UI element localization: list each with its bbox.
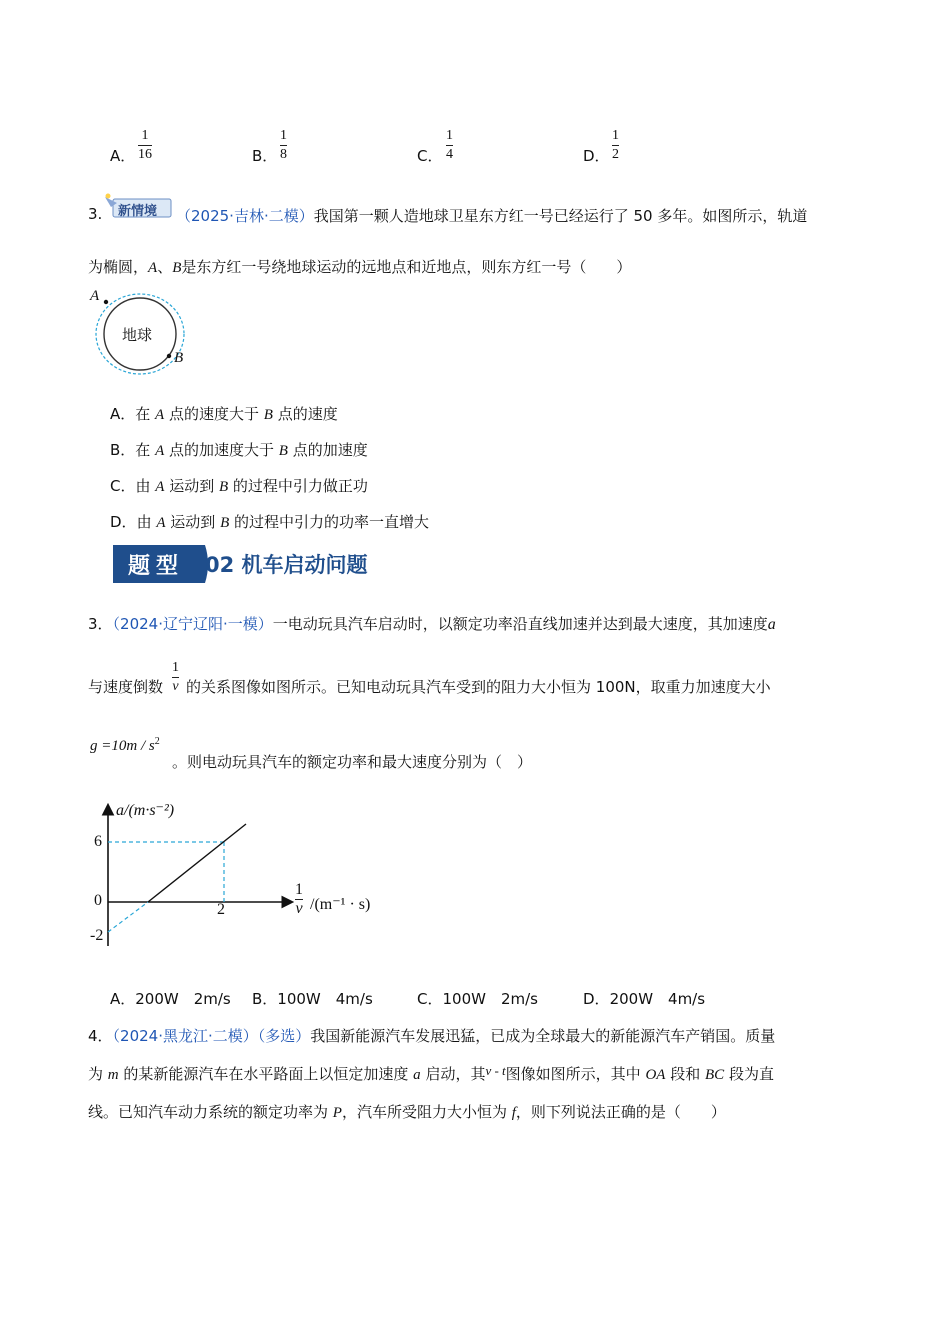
x-axis-fraction <box>295 882 303 917</box>
text-segment: 运动到 <box>164 477 219 495</box>
text-segment: 点的速度大于 <box>164 405 264 423</box>
text-segment: 线。已知汽车动力系统的额定功率为 <box>88 1103 333 1121</box>
text-segment: 是东方红一号绕地球运动的远地点和近地点，则东方红一号（ ） <box>181 258 632 276</box>
question-3b-formula <box>90 736 160 755</box>
option-text: 200W 4m/s <box>609 990 706 1008</box>
fraction-numerator: 1 <box>141 128 149 143</box>
earth-label: 地球 <box>122 326 153 344</box>
option-d-fraction <box>612 128 619 163</box>
text-segment: 为椭圆， <box>88 258 149 276</box>
x-tick-2: 2 <box>217 901 225 918</box>
var: A <box>155 407 165 423</box>
option-letter: D． <box>583 990 610 1008</box>
fraction-denominator: 4 <box>446 147 453 162</box>
text-segment: 段为直 <box>724 1065 774 1083</box>
fraction-bar <box>446 145 453 146</box>
question-source: （2024·辽宁辽阳·一模） <box>112 615 273 633</box>
question-source: （2024·黑龙江·二模） <box>112 1027 258 1045</box>
y-tick-6: 6 <box>94 833 102 850</box>
fraction-denominator: 16 <box>138 147 152 162</box>
text-segment: 由 <box>135 477 156 495</box>
option-letter: D． <box>110 513 137 531</box>
y-tick-minus-2: -2 <box>90 927 104 944</box>
fraction-denominator: 8 <box>280 147 287 162</box>
var-f: f <box>511 1105 516 1121</box>
var: B <box>220 515 230 531</box>
section-label: 题型 <box>113 545 199 583</box>
x-axis-unit: /(m⁻¹ · s) <box>310 896 371 913</box>
orbit-figure <box>88 288 198 378</box>
fraction-bar <box>172 677 179 678</box>
text-segment: 的关系图像如图所示。已知电动玩具汽车受到的阻力大小恒为 100N，取重力加速度大小 <box>186 678 771 696</box>
y-axis-label: a/(m·s⁻²) <box>116 802 175 819</box>
option-d <box>583 988 705 1009</box>
var: B <box>278 443 288 459</box>
text-segment: 的某新能源汽车在水平路面上以恒定加速度 <box>118 1065 414 1083</box>
option-c-letter: C． <box>417 147 443 165</box>
fraction-denominator: v <box>172 679 179 694</box>
question-3b-line-3 <box>172 751 532 772</box>
var-b: B <box>172 260 182 276</box>
option-text: 200W 2m/s <box>135 990 231 1008</box>
fraction-numerator: 1 <box>612 128 619 143</box>
text-segment: 运动到 <box>165 513 221 531</box>
text-segment: ，汽车所受阻力大小恒为 <box>341 1103 512 1121</box>
text-segment: 与速度倒数 <box>88 678 164 696</box>
text-segment: 点的速度 <box>272 405 338 423</box>
option-b <box>252 988 373 1009</box>
question-text: 我国新能源汽车发展迅猛，已成为全球最大的新能源汽车产销国。质量 <box>310 1027 776 1045</box>
option-b <box>110 439 368 460</box>
text-segment: 为 <box>88 1065 108 1083</box>
var-a: a <box>767 616 776 633</box>
var-a: A <box>148 260 158 276</box>
text-segment: 点的加速度 <box>287 441 368 459</box>
option-b-fraction <box>280 128 287 163</box>
fraction-bar <box>612 145 619 146</box>
var: A <box>155 443 165 459</box>
fraction-denominator: v <box>295 900 303 917</box>
question-3a-line-2 <box>88 256 631 277</box>
text-segment: 在 <box>135 405 156 423</box>
fraction-numerator: 1 <box>280 128 287 143</box>
question-source: （2025·吉林·二模） <box>176 207 314 225</box>
option-letter: C． <box>110 477 136 495</box>
var-a: a <box>413 1067 421 1083</box>
text-segment: 段和 <box>665 1065 705 1083</box>
var-m: m <box>107 1067 119 1083</box>
y-tick-0: 0 <box>94 892 102 909</box>
option-letter: A． <box>110 990 136 1008</box>
question-4-line-3 <box>88 1101 726 1122</box>
fraction-denominator: 2 <box>612 147 619 162</box>
option-c <box>417 988 538 1009</box>
fraction-bar <box>280 145 287 146</box>
question-3a-line-1 <box>176 205 807 226</box>
section-banner <box>113 545 373 583</box>
option-d-letter: D． <box>583 147 610 165</box>
gravity-formula: g =10m / s <box>90 738 155 754</box>
graph-plot <box>86 796 386 956</box>
fraction-bar <box>138 145 152 146</box>
question-4-line-1 <box>88 1025 775 1046</box>
fraction-numerator: 1 <box>172 660 179 675</box>
point-b-label: B <box>174 350 184 366</box>
acceleration-graph <box>86 796 386 956</box>
option-d <box>110 511 429 532</box>
option-letter: C． <box>417 990 443 1008</box>
option-letter: A． <box>110 405 136 423</box>
text-segment: 的过程中引力做正功 <box>228 477 368 495</box>
text-segment: 。则电动玩具汽车的额定功率和最大速度分别为（ ） <box>172 753 533 771</box>
text-segment: 点的加速度大于 <box>164 441 279 459</box>
var-v-t: v - t <box>485 1063 506 1078</box>
var-bc: BC <box>705 1067 725 1083</box>
new-context-tag <box>103 193 173 219</box>
option-text: 100W 4m/s <box>277 990 373 1008</box>
text-segment: 、 <box>157 258 173 276</box>
option-a <box>110 403 338 424</box>
point-a-label: A <box>90 288 100 304</box>
section-title: 02 机车启动问题 <box>205 553 368 577</box>
multi-select-tag: （多选） <box>257 1027 311 1045</box>
question-number: 3. <box>88 205 103 223</box>
option-a <box>110 988 231 1009</box>
question-3b-line-1 <box>88 613 776 634</box>
option-text: 100W 2m/s <box>442 990 538 1008</box>
option-b-letter: B． <box>252 147 278 165</box>
fraction-numerator: 1 <box>446 128 453 143</box>
option-a-fraction <box>138 128 152 163</box>
text-segment: 图像如图所示，其中 <box>505 1065 646 1083</box>
var: B <box>218 479 229 495</box>
option-c-fraction <box>446 128 453 163</box>
question-number: 4． <box>88 1027 113 1045</box>
var: A <box>155 479 165 495</box>
question-number: 3． <box>88 615 113 633</box>
var-p: P <box>332 1105 342 1121</box>
question-4-line-2 <box>88 1063 774 1084</box>
option-c <box>110 475 368 496</box>
var-oa: OA <box>645 1067 666 1083</box>
fraction-numerator: 1 <box>295 881 303 898</box>
question-3b-line-2 <box>88 676 163 697</box>
option-letter: B． <box>252 990 278 1008</box>
option-letter: B． <box>110 441 136 459</box>
question-text: 我国第一颗人造地球卫星东方红一号已经运行了 50 多年。如图所示，轨道 <box>313 207 808 225</box>
text-segment: ，则下列说法正确的是（ ） <box>515 1103 726 1121</box>
formula-exponent: 2 <box>154 736 160 747</box>
text-segment: 在 <box>135 441 156 459</box>
var: B <box>263 407 273 423</box>
question-text: 一电动玩具汽车启动时，以额定功率沿直线加速并达到最大速度，其加速度 <box>272 615 768 633</box>
option-a-letter: A． <box>110 147 136 165</box>
question-3b-line-2b <box>186 676 771 697</box>
text-segment: 的过程中引力的功率一直增大 <box>229 513 430 531</box>
var: A <box>156 515 166 531</box>
inline-fraction <box>172 660 179 695</box>
text-segment: 启动，其 <box>420 1065 486 1083</box>
tag-label: 新情境 <box>118 204 158 219</box>
text-segment: 由 <box>136 513 157 531</box>
